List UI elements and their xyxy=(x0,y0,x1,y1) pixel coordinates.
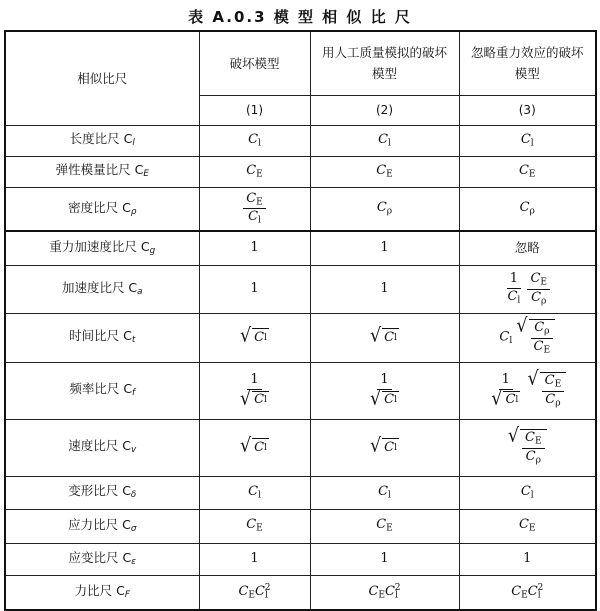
value-cell xyxy=(310,362,459,419)
row-label: 时间比尺 $C_t$ xyxy=(5,313,199,362)
value-cell xyxy=(199,362,310,419)
value-cell: $C_EC_l^2$ xyxy=(199,575,310,610)
value-cell: 1 xyxy=(199,231,310,265)
table-row xyxy=(5,362,596,419)
fraction: $\frac{C_E}{C_\rho}$ xyxy=(542,374,565,408)
square-root: √ $\frac{C_E}{C_\rho}$ xyxy=(508,429,547,465)
value-cell: $C_E$ xyxy=(199,509,310,543)
value-cell: $C_l$ xyxy=(199,476,310,509)
row-label: 重力加速度比尺 $C_g$ xyxy=(5,231,199,265)
row-label: 频率比尺 $C_f$ xyxy=(5,362,199,419)
fraction: $\frac{1}{C_l}$ xyxy=(507,271,521,306)
value-cell xyxy=(310,419,459,476)
fraction: 1 √ C l xyxy=(369,371,398,410)
row-label: 应力比尺 $C_\sigma$ xyxy=(5,509,199,543)
column-number-2: (2) xyxy=(310,95,459,125)
header-similarity-scale: 相似比尺 xyxy=(5,31,199,125)
table-row xyxy=(5,187,596,231)
square-root: √ $\frac{C_E}{C_\rho}$ xyxy=(527,372,566,408)
value-cell: $C_l$ xyxy=(459,125,596,156)
table-row xyxy=(5,231,596,265)
value-cell xyxy=(459,419,596,476)
header-row xyxy=(5,31,596,95)
table-row xyxy=(5,476,596,509)
value-cell: $C_l$ xyxy=(310,476,459,509)
table-title: 表 A.0.3 模 型 相 似 比 尺 xyxy=(188,8,412,26)
table-row xyxy=(5,419,596,476)
header-artificial-mass-model: 用人工质量模拟的破坏模型 xyxy=(310,31,459,95)
fraction: $\frac{C_E}{C_\rho}$ xyxy=(522,431,545,465)
value-cell: $C_EC_l^2$ xyxy=(459,575,596,610)
value-cell: $C_l$ xyxy=(459,476,596,509)
square-root: √ C l xyxy=(369,435,398,458)
value-cell: 1 xyxy=(310,543,459,575)
value-cell: 1 xyxy=(310,231,459,265)
fraction: $\frac{C_E}{C_l}$ xyxy=(243,192,266,226)
row-label: 速度比尺 $C_v$ xyxy=(5,419,199,476)
value-cell: $C_l$ xyxy=(199,125,310,156)
header-ignore-gravity-model: 忽略重力效应的破坏模型 xyxy=(459,31,596,95)
fraction: 1 √ C l xyxy=(239,371,268,410)
value-cell: $C_E$ xyxy=(459,509,596,543)
value-cell: 忽略 xyxy=(459,231,596,265)
fraction: $\frac{C_E}{C_\rho}$ xyxy=(527,272,550,306)
row-label: 弹性模量比尺 $C_E$ xyxy=(5,156,199,187)
similarity-scale-table xyxy=(4,30,597,611)
value-cell: $C_\rho$ xyxy=(310,187,459,231)
square-root: √ $\frac{C_\rho}{C_E}$ xyxy=(516,319,555,355)
value-cell: $C_l$ xyxy=(310,125,459,156)
value-cell: $C_E$ xyxy=(310,156,459,187)
value-cell: $C_E$ xyxy=(459,156,596,187)
table-row xyxy=(5,509,596,543)
table-row xyxy=(5,265,596,313)
value-cell: $C_E$ xyxy=(199,156,310,187)
value-cell xyxy=(459,265,596,313)
header-failure-model: 破坏模型 xyxy=(199,31,310,95)
square-root: √ C l xyxy=(239,325,268,348)
table-row xyxy=(5,543,596,575)
row-label: 密度比尺 $C_\rho$ xyxy=(5,187,199,231)
value-cell xyxy=(199,419,310,476)
value-cell xyxy=(459,362,596,419)
table-row xyxy=(5,125,596,156)
value-cell xyxy=(199,313,310,362)
value-cell: 1 xyxy=(459,543,596,575)
table-row xyxy=(5,313,596,362)
column-number-3: (3) xyxy=(459,95,596,125)
row-label: 力比尺 $C_F$ xyxy=(5,575,199,610)
value-cell: $C_l$ √ $\frac{C_\rho}{C_E}$ xyxy=(459,313,596,362)
value-cell: 1 xyxy=(310,265,459,313)
row-label: 长度比尺 $C_l$ xyxy=(5,125,199,156)
fraction: 1 √ C l xyxy=(491,371,519,410)
row-label: 变形比尺 $C_\delta$ xyxy=(5,476,199,509)
table-row xyxy=(5,575,596,610)
column-number-1: (1) xyxy=(199,95,310,125)
value-cell: 1 xyxy=(199,543,310,575)
value-cell xyxy=(310,313,459,362)
row-label: 加速度比尺 $C_a$ xyxy=(5,265,199,313)
value-cell: 1 xyxy=(199,265,310,313)
fraction: $\frac{C_\rho}{C_E}$ xyxy=(531,321,554,355)
value-cell: $C_E$ xyxy=(310,509,459,543)
value-cell xyxy=(199,187,310,231)
value-cell: $C_\rho$ xyxy=(459,187,596,231)
table-row xyxy=(5,156,596,187)
value-cell: $C_EC_l^2$ xyxy=(310,575,459,610)
square-root: √ C l xyxy=(239,435,268,458)
row-label: 应变比尺 $C_\varepsilon$ xyxy=(5,543,199,575)
square-root: √ C l xyxy=(369,325,398,348)
